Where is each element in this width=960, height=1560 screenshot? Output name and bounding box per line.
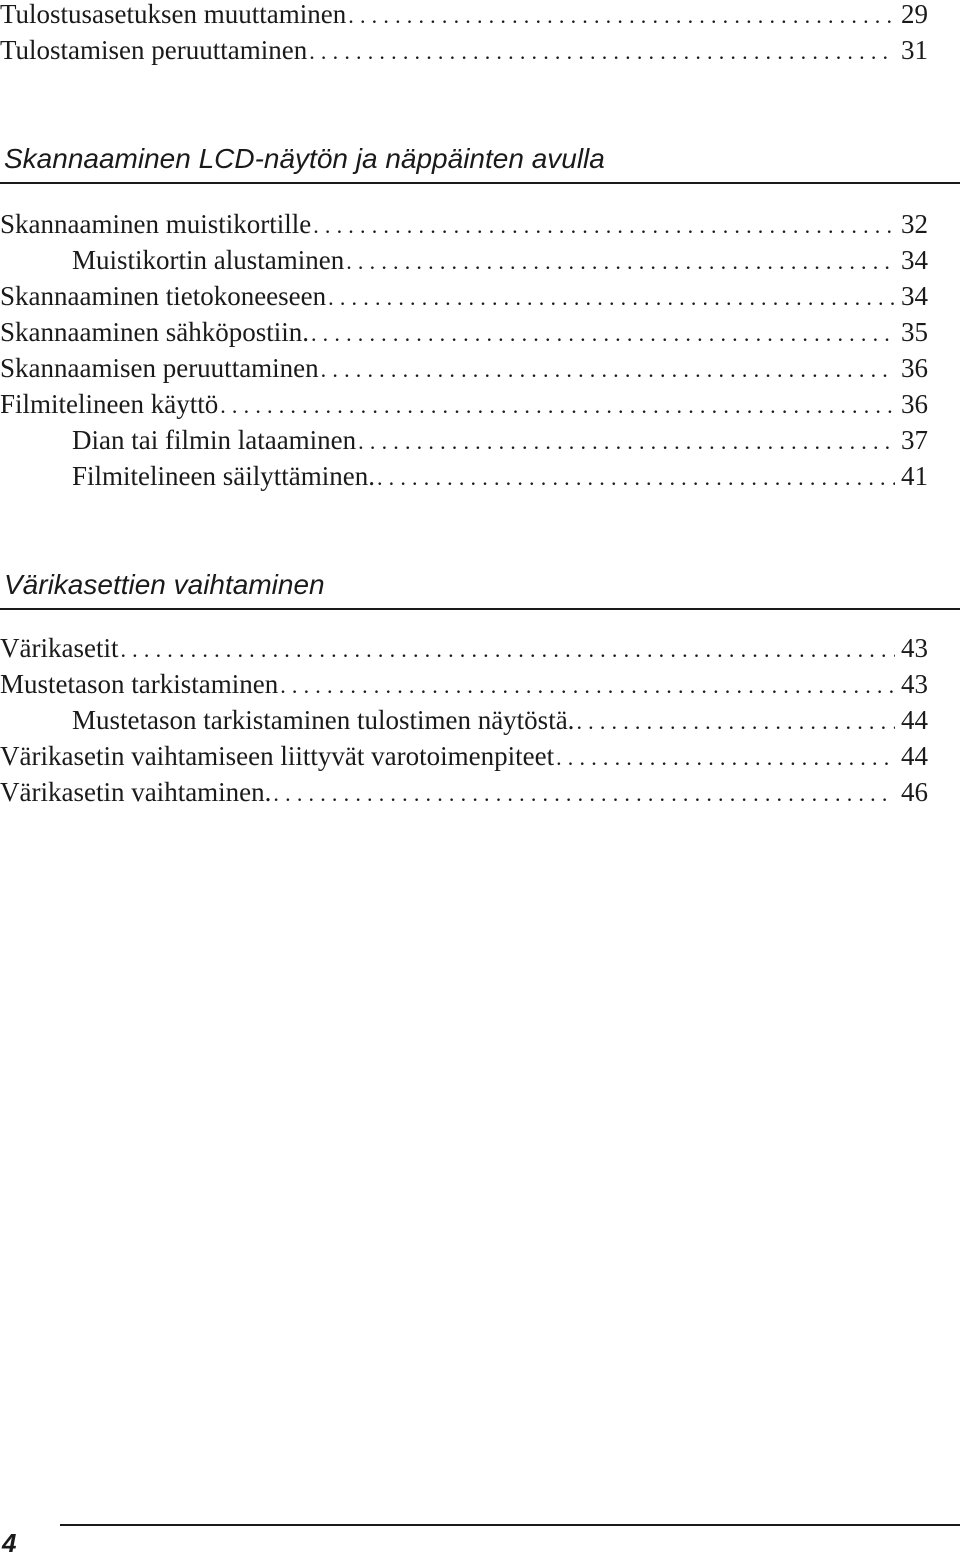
dot-leader <box>273 776 895 812</box>
toc-entry-page: 32 <box>901 209 928 239</box>
toc-entry-title: Tulostusasetuksen muuttaminen <box>0 0 347 29</box>
dot-leader <box>311 316 895 352</box>
dot-leader <box>309 34 895 70</box>
toc-entry[interactable] <box>0 206 928 242</box>
toc-entry[interactable] <box>0 458 928 494</box>
toc-entry-page: 34 <box>901 281 928 311</box>
toc-entry-title: Muistikortin alustaminen <box>72 245 345 275</box>
footer-rule <box>60 1524 960 1526</box>
dot-leader <box>556 740 895 776</box>
dot-leader <box>328 280 895 316</box>
toc-entry-title: Tulostamisen peruuttaminen <box>0 35 308 65</box>
toc-entry-page: 34 <box>901 245 928 275</box>
toc-entry[interactable] <box>0 386 928 422</box>
dot-leader <box>377 460 895 496</box>
dot-leader <box>313 208 895 244</box>
toc-entry-title: Skannaamisen peruuttaminen <box>0 353 319 383</box>
toc-entry[interactable] <box>0 422 928 458</box>
dot-leader <box>220 388 895 424</box>
toc-group-ink <box>0 630 928 810</box>
toc-entry[interactable] <box>0 630 928 666</box>
toc-entry-title: Mustetason tarkistaminen <box>0 669 279 699</box>
toc-entry-title: Värikasetin vaihtaminen. <box>0 777 272 807</box>
toc-entry-title: Skannaaminen tietokoneeseen <box>0 281 327 311</box>
dot-leader <box>321 352 895 388</box>
toc-entry-page: 43 <box>901 633 928 663</box>
toc-entry-title: Värikasetin vaihtamiseen liittyvät varotoimenpiteet <box>0 741 555 771</box>
toc-entry-page: 37 <box>901 425 928 455</box>
toc-entry[interactable] <box>0 278 928 314</box>
toc-entry[interactable] <box>0 32 928 68</box>
toc-entry-title: Skannaaminen sähköpostiin. <box>0 317 309 347</box>
toc-entry-page: 43 <box>901 669 928 699</box>
toc-entry-page: 41 <box>901 461 928 491</box>
toc-entry-page: 31 <box>901 35 928 65</box>
dot-leader <box>358 424 895 460</box>
dot-leader <box>280 668 895 704</box>
toc-entry-page: 44 <box>901 741 928 771</box>
toc-entry-title: Dian tai filmin lataaminen <box>72 425 357 455</box>
toc-entry-title: Filmitelineen säilyttäminen. <box>72 461 375 491</box>
toc-entry[interactable] <box>0 314 928 350</box>
toc-entry[interactable] <box>0 774 928 810</box>
toc-entry-page: 35 <box>901 317 928 347</box>
toc-entry[interactable] <box>0 242 928 278</box>
dot-leader <box>348 0 895 34</box>
toc-entry-title: Skannaaminen muistikortille <box>0 209 312 239</box>
toc-group-scan <box>0 206 928 494</box>
toc-entry-title: Filmitelineen käyttö <box>0 389 219 419</box>
page-number: 4 <box>2 1528 17 1558</box>
dot-leader <box>576 704 895 740</box>
toc-entry-page: 44 <box>901 705 928 735</box>
dot-leader <box>120 632 895 668</box>
toc-entry-title: Mustetason tarkistaminen tulostimen näytöstä. <box>72 705 575 735</box>
toc-entry-page: 29 <box>901 0 928 29</box>
toc-entry-title: Värikasetit <box>0 633 119 663</box>
toc-group-top <box>0 0 928 68</box>
toc-entry[interactable] <box>0 738 928 774</box>
toc-entry[interactable] <box>0 666 928 702</box>
dot-leader <box>346 244 895 280</box>
section-heading-ink: Värikasettien vaihtaminen <box>0 566 960 610</box>
toc-entry[interactable] <box>0 702 928 738</box>
toc-entry-page: 36 <box>901 389 928 419</box>
section-heading-scan: Skannaaminen LCD-näytön ja näppäinten avulla <box>0 140 960 184</box>
toc-entry-page: 36 <box>901 353 928 383</box>
toc-entry[interactable] <box>0 0 928 32</box>
toc-entry[interactable] <box>0 350 928 386</box>
toc-entry-page: 46 <box>901 777 928 807</box>
